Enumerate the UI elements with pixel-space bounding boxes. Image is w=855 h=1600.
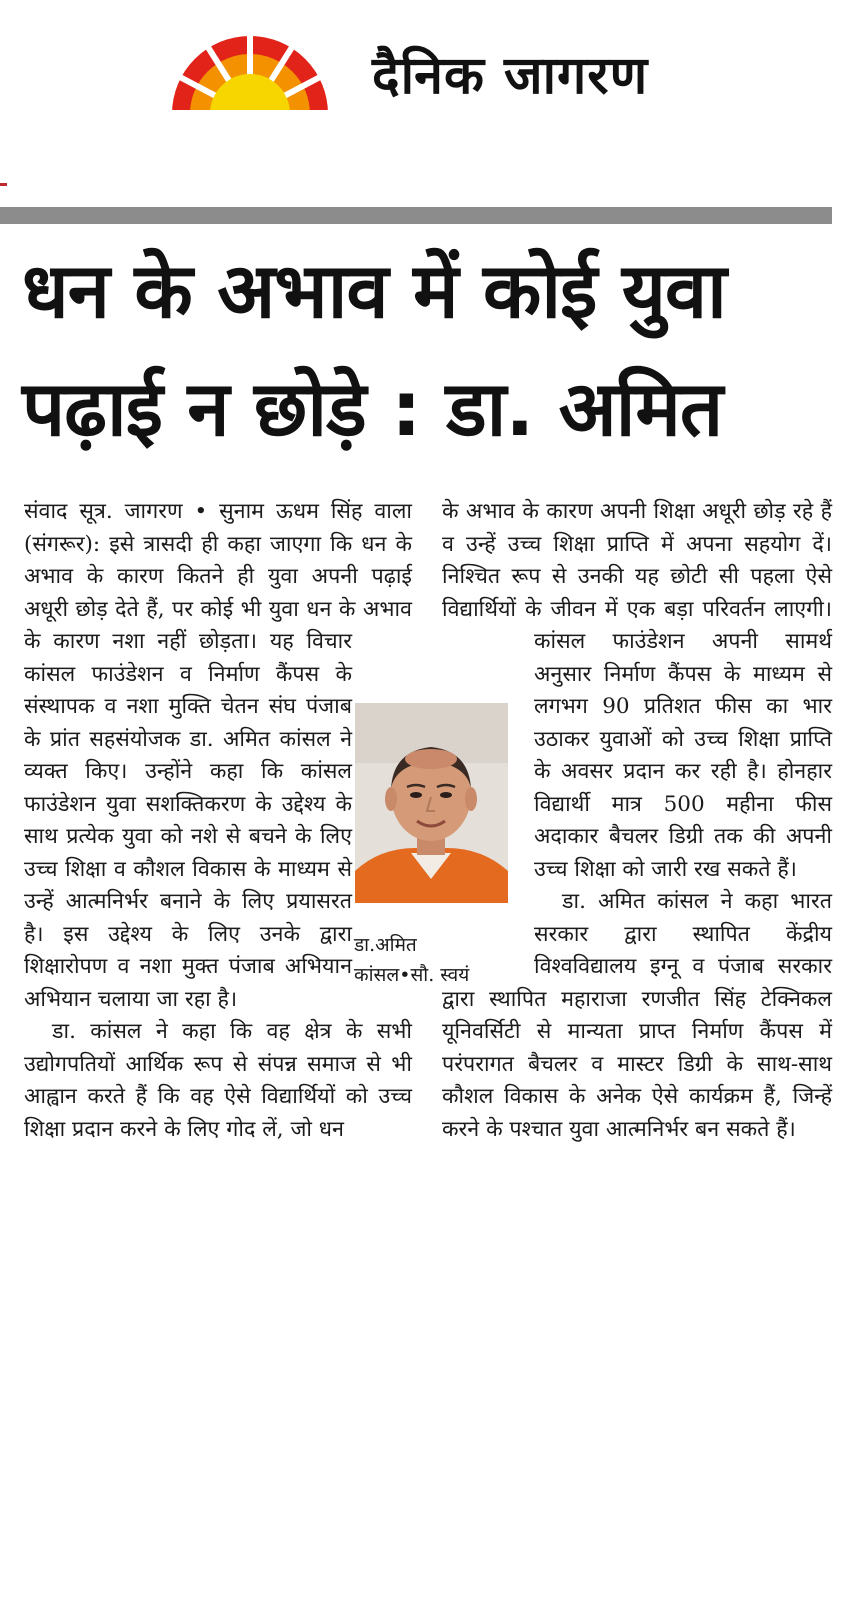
portrait-photo	[355, 703, 508, 903]
headline-line-2: पढ़ाई न छोड़े : डा. अमित	[22, 364, 723, 453]
left-paragraph-1: संवाद सूत्र. जागरण • सुनाम ऊधम सिंह वाला (संगरूर): इसे त्रासदी ही कहा जाएगा कि धन के अभाव के कारण कितने ही युवा अपनी पढ़ाई अधूरी छोड़ देते हैं, पर कोई भी युवा धन के अभाव के कारण नशा नहीं छोड़ता। यह विचार कांसल फाउंडेशन व निर्माण कैंपस के संस्थापक व नशा मुक्ति चेतन संघ पंजाब के प्रांत सहसंयोजक डा. अमित कांसल ने व्यक्त किए। उन्होंने कहा कि कांसल फाउंडेशन युवा सशक्तिकरण के उद्देश्य के साथ प्रत्येक युवा को नशे से बचने के लिए उच्च शिक्षा व कौशल विकास के माध्यम से उन्हें आत्मनिर्भर बनाने के लिए प्रयासरत है। इस उद्देश्य के लिए उनके द्वारा शिक्षारोपण व नशा मुक्त पंजाब अभियान अभियान चलाया जा रहा है।	[24, 499, 412, 1012]
left-paragraph-2: डा. कांसल ने कहा कि वह क्षेत्र के सभी उद्योगपतियों आर्थिक रूप से संपन्न समाज से भी आह्वान करते हैं कि वह ऐसे विद्यार्थियों को उच्च शिक्षा प्रदान करने के लिए गोद लें, जो धन	[24, 1019, 412, 1142]
sun-logo-icon	[166, 30, 334, 116]
portrait-illustration	[355, 703, 508, 903]
article-column-left	[24, 496, 412, 1146]
right-paragraph-2: डा. अमित कांसल ने कहा भारत सरकार द्वारा स्थापित केंद्रीय विश्वविद्यालय इग्नू व पंजाब सरकार द्वारा स्थापित महाराजा रणजीत सिंह टेक्निकल यूनिवर्सिटी से मान्यता प्राप्त निर्माण कैंपस में परंपरागत बैचलर व मास्टर डिग्री के साथ-साथ कौशल विकास के अनेक ऐसे कार्यक्रम हैं, जिन्हें करने के पश्चात युवा आत्मनिर्भर बन सकते हैं।	[442, 889, 832, 1142]
right-paragraph-1: के अभाव के कारण अपनी शिक्षा अधूरी छोड़ रहे हैं व उन्हें उच्च शिक्षा प्राप्ति में अपना सहयोग दें। निश्चित रूप से उनकी यह छोटी सी पहला ऐसे विद्यार्थियों के जीवन में एक बड़ा परिवर्तन लाएगी। कांसल फाउंडेशन अपनी सामर्थ अनुसार निर्माण कैंपस के माध्यम से लगभग 90 प्रतिशत फीस का भार उठाकर युवाओं को उच्च शिक्षा प्राप्ति के अवसर प्रदान कर रही है। होनहार विद्यार्थी मात्र 500 महीना फीस अदाकार बैचलर डिग्री तक की अपनी उच्च शिक्षा को जारी रख सकते हैं।	[442, 499, 832, 882]
newspaper-brand-title: दैनिक जागरण	[372, 46, 649, 106]
red-margin-mark	[0, 183, 7, 186]
caption-line-2: कांसल•सौ. स्वयं	[354, 964, 470, 986]
article-headline	[22, 232, 832, 468]
header-rule	[0, 207, 832, 224]
photo-caption	[354, 930, 524, 990]
caption-line-1: डा.अमित	[354, 934, 417, 956]
masthead	[0, 0, 855, 150]
headline-line-1: धन के अभाव में कोई युवा	[22, 246, 726, 335]
